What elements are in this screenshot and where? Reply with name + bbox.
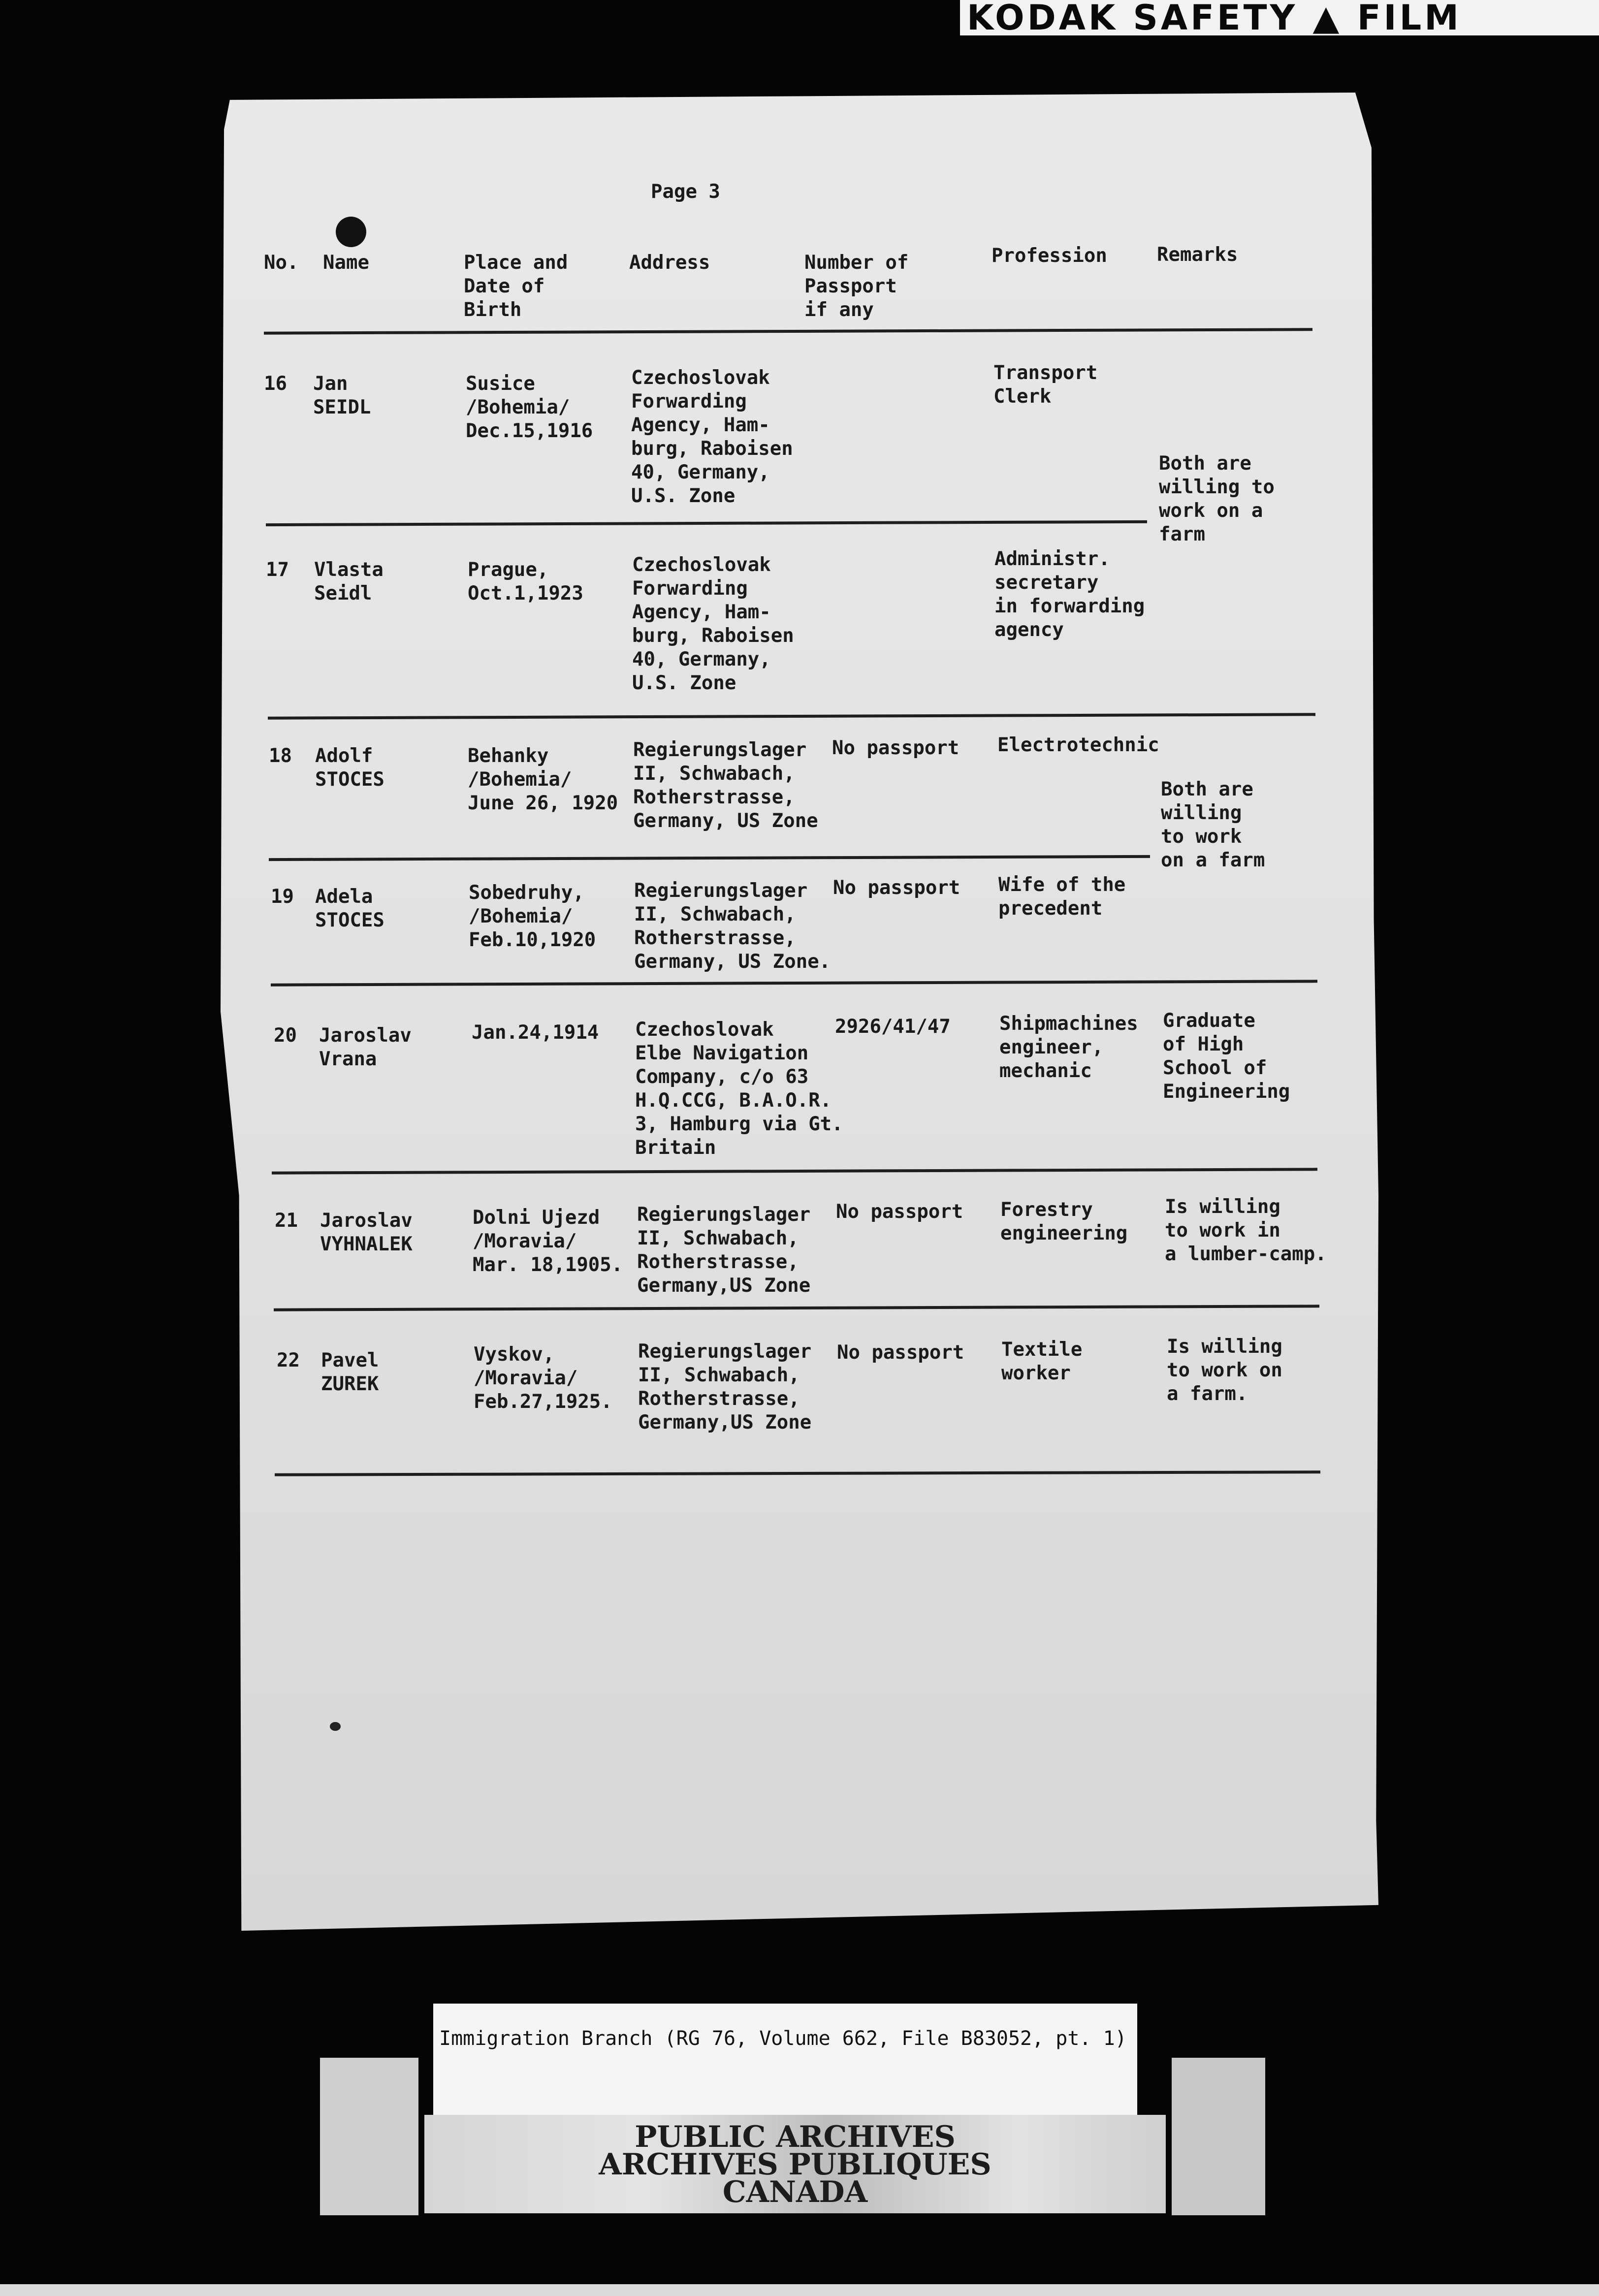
row-birth: Sobedruhy, /Bohemia/ Feb.10,1920 xyxy=(469,882,596,951)
row-address: Regierungslager II, Schwabach, Rotherstrasse, Germany,US Zone xyxy=(637,1204,811,1297)
header-address: Address xyxy=(629,252,710,274)
row-profession: Wife of the precedent xyxy=(998,874,1126,920)
row-name: Jaroslav VYHNALEK xyxy=(320,1210,413,1255)
row-passport: No passport xyxy=(837,1341,964,1364)
row-name: Vlasta Seidl xyxy=(314,559,384,605)
row-birth: Behanky /Bohemia/ June 26, 1920 xyxy=(468,745,618,814)
film-edge-text: KODAK SAFETY ▲ FILM xyxy=(967,0,1462,35)
archive-reference-card xyxy=(433,2004,1137,2115)
row-remarks: Is willing to work on a farm. xyxy=(1167,1336,1282,1405)
row-no: 22 xyxy=(277,1349,300,1371)
row-profession: Shipmachines engineer, mechanic xyxy=(999,1013,1138,1082)
label-tab-left xyxy=(320,2058,418,2215)
punch-hole xyxy=(336,217,366,247)
row-no: 19 xyxy=(271,886,294,908)
header-no: No. xyxy=(264,252,299,274)
row-name: Pavel ZUREK xyxy=(321,1349,379,1395)
row-address: Regierungslager II, Schwabach, Rotherstrasse, Germany, US Zone. xyxy=(634,880,831,973)
row-profession: Forestry engineering xyxy=(1000,1199,1128,1244)
row-birth: Vyskov, /Moravia/ Feb.27,1925. xyxy=(474,1343,612,1413)
row-birth: Jan.24,1914 xyxy=(472,1021,599,1044)
row-remarks: Is willing to work in a lumber-camp. xyxy=(1165,1196,1327,1265)
row-passport: No passport xyxy=(833,877,960,899)
shared-remark: Both are willing to work on a farm xyxy=(1161,778,1265,871)
header-passport: Number of Passport if any xyxy=(804,252,909,321)
row-birth: Susice /Bohemia/ Dec.15,1916 xyxy=(466,373,593,442)
row-no: 21 xyxy=(275,1210,298,1232)
row-name: Adela STOCES xyxy=(315,886,384,931)
header-birth: Place and Date of Birth xyxy=(464,252,568,321)
row-no: 18 xyxy=(269,745,292,767)
shared-remark: Both are willing to work on a farm xyxy=(1159,452,1275,545)
stamp-line: CANADA xyxy=(722,2175,868,2209)
row-remarks: Graduate of High School of Engineering xyxy=(1163,1010,1290,1103)
row-passport: No passport xyxy=(832,737,959,759)
film-edge-marking xyxy=(960,0,1599,35)
row-passport: 2926/41/47 xyxy=(835,1016,951,1038)
row-address: Czechoslovak Forwarding Agency, Ham- burg, Raboisen 40, Germany, U.S. Zone xyxy=(632,554,794,694)
row-address: Czechoslovak Elbe Navigation Company, c/o 63 H.Q.CCG, B.A.O.R. 3, Hamburg via Gt. Britain xyxy=(635,1019,843,1159)
film-bottom-edge xyxy=(0,2284,1599,2296)
row-profession: Administr. secretary in forwarding agency xyxy=(994,548,1145,641)
row-no: 17 xyxy=(266,559,289,581)
label-tab-right xyxy=(1172,2058,1265,2215)
row-no: 20 xyxy=(274,1024,297,1047)
ink-speck xyxy=(330,1722,341,1731)
row-name: Jaroslav Vrana xyxy=(319,1024,412,1070)
stamp-line: ARCHIVES PUBLIQUES xyxy=(599,2147,991,2182)
row-profession: Electrotechnic xyxy=(997,734,1159,756)
row-no: 16 xyxy=(264,373,287,395)
archive-reference: Immigration Branch (RG 76, Volume 662, File B83052, pt. 1) xyxy=(439,2027,1127,2050)
header-profession: Profession xyxy=(991,245,1107,267)
row-address: Regierungslager II, Schwabach, Rotherstrasse, Germany,US Zone xyxy=(638,1340,812,1434)
row-address: Regierungslager II, Schwabach, Rotherstrasse, Germany, US Zone xyxy=(633,739,818,832)
row-address: Czechoslovak Forwarding Agency, Ham- burg, Raboisen 40, Germany, U.S. Zone xyxy=(631,367,793,507)
page-number: Page 3 xyxy=(651,181,720,203)
row-passport: No passport xyxy=(836,1201,963,1223)
row-birth: Dolni Ujezd /Moravia/ Mar. 18,1905. xyxy=(473,1207,623,1276)
row-profession: Textile worker xyxy=(1001,1339,1083,1384)
row-profession: Transport Clerk xyxy=(993,362,1098,408)
header-remarks: Remarks xyxy=(1157,244,1238,266)
row-birth: Prague, Oct.1,1923 xyxy=(468,559,583,605)
row-name: Adolf STOCES xyxy=(315,745,384,791)
row-name: Jan SEIDL xyxy=(313,373,371,418)
stamp-line: PUBLIC ARCHIVES xyxy=(635,2120,956,2154)
header-name: Name xyxy=(323,252,369,274)
